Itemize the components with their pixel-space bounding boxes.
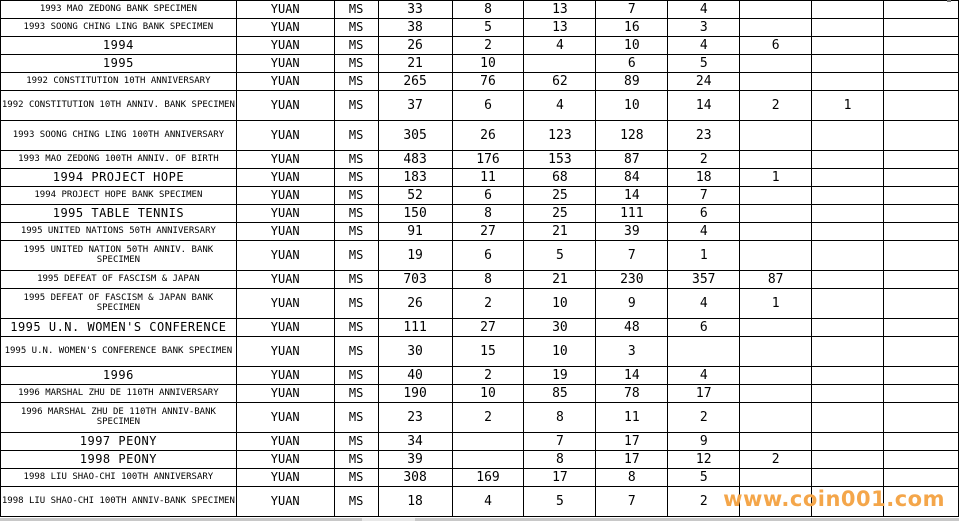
grade-cell: MS [334, 73, 378, 91]
count-cell-6 [740, 55, 812, 73]
count-cell-4: 87 [596, 151, 668, 169]
count-cell-4: 8 [596, 469, 668, 487]
currency-cell: YUAN [236, 451, 334, 469]
count-cell-7 [812, 271, 884, 289]
empty-cell [884, 403, 959, 433]
count-cell-6 [740, 403, 812, 433]
currency-cell: YUAN [236, 271, 334, 289]
coin-name-cell: 1996 [1, 367, 237, 385]
currency-cell: YUAN [236, 187, 334, 205]
table-row [1, 451, 959, 469]
count-cell-1: 40 [378, 367, 452, 385]
count-cell-5: 24 [668, 73, 740, 91]
count-cell-5: 6 [668, 319, 740, 337]
count-cell-4: 10 [596, 37, 668, 55]
empty-cell [884, 73, 959, 91]
count-cell-7 [812, 289, 884, 319]
count-cell-3: 5 [524, 241, 596, 271]
table-row [1, 91, 959, 121]
count-cell-2: 10 [452, 385, 524, 403]
coin-name-cell: 1995 U.N. WOMEN'S CONFERENCE BANK SPECIMEN [1, 337, 237, 367]
grade-cell: MS [334, 91, 378, 121]
coin-name-cell: 1993 SOONG CHING LING 100TH ANNIVERSARY [1, 121, 237, 151]
count-cell-5: 3 [668, 19, 740, 37]
count-cell-2: 27 [452, 223, 524, 241]
count-cell-1: 308 [378, 469, 452, 487]
count-cell-3: 8 [524, 403, 596, 433]
count-cell-4: 17 [596, 451, 668, 469]
count-cell-6: 2 [740, 91, 812, 121]
count-cell-1: 91 [378, 223, 452, 241]
count-cell-6 [740, 241, 812, 271]
count-cell-7 [812, 433, 884, 451]
currency-cell: YUAN [236, 55, 334, 73]
coin-name-cell: 1995 DEFEAT OF FASCISM & JAPAN [1, 271, 237, 289]
count-cell-5: 12 [668, 451, 740, 469]
grade-cell: MS [334, 433, 378, 451]
count-cell-3: 5 [524, 487, 596, 517]
currency-cell: YUAN [236, 367, 334, 385]
count-cell-7 [812, 121, 884, 151]
table-row [1, 205, 959, 223]
count-cell-4: 10 [596, 91, 668, 121]
count-cell-2: 2 [452, 403, 524, 433]
count-cell-1: 305 [378, 121, 452, 151]
count-cell-7 [812, 187, 884, 205]
currency-cell: YUAN [236, 403, 334, 433]
count-cell-1: 111 [378, 319, 452, 337]
count-cell-2: 76 [452, 73, 524, 91]
count-cell-2: 4 [452, 487, 524, 517]
count-cell-3: 10 [524, 289, 596, 319]
grade-cell: MS [334, 451, 378, 469]
coin-name-cell: 1995 DEFEAT OF FASCISM & JAPAN BANK SPECIMEN [1, 289, 237, 319]
count-cell-5: 14 [668, 91, 740, 121]
count-cell-5: 18 [668, 169, 740, 187]
empty-cell [884, 37, 959, 55]
count-cell-1: 38 [378, 19, 452, 37]
currency-cell: YUAN [236, 19, 334, 37]
count-cell-5: 357 [668, 271, 740, 289]
table-row [1, 367, 959, 385]
table-row [1, 1, 959, 19]
count-cell-5: 5 [668, 55, 740, 73]
count-cell-5: 4 [668, 289, 740, 319]
coin-name-cell: 1995 [1, 55, 237, 73]
count-cell-3: 25 [524, 205, 596, 223]
count-cell-3: 68 [524, 169, 596, 187]
count-cell-1: 33 [378, 1, 452, 19]
count-cell-7 [812, 367, 884, 385]
count-cell-2: 2 [452, 289, 524, 319]
grade-cell: MS [334, 169, 378, 187]
currency-cell: YUAN [236, 121, 334, 151]
coin-name-cell: 1996 MARSHAL ZHU DE 110TH ANNIV-BANK SPECIMEN [1, 403, 237, 433]
grade-cell: MS [334, 151, 378, 169]
count-cell-3: 8 [524, 451, 596, 469]
count-cell-5: 2 [668, 151, 740, 169]
count-cell-1: 30 [378, 337, 452, 367]
count-cell-1: 190 [378, 385, 452, 403]
table-row [1, 55, 959, 73]
currency-cell: YUAN [236, 91, 334, 121]
table-row [1, 337, 959, 367]
count-cell-1: 34 [378, 433, 452, 451]
count-cell-7 [812, 451, 884, 469]
count-cell-2: 176 [452, 151, 524, 169]
table-row [1, 403, 959, 433]
table-body [1, 1, 959, 517]
grade-cell: MS [334, 1, 378, 19]
coin-name-cell: 1994 [1, 37, 237, 55]
count-cell-6 [740, 73, 812, 91]
count-cell-6: 6 [740, 37, 812, 55]
count-cell-5: 2 [668, 487, 740, 517]
count-cell-4: 7 [596, 241, 668, 271]
count-cell-3: 123 [524, 121, 596, 151]
table-row [1, 241, 959, 271]
count-cell-3: 30 [524, 319, 596, 337]
count-cell-6 [740, 337, 812, 367]
count-cell-3: 17 [524, 469, 596, 487]
table-row [1, 223, 959, 241]
count-cell-1: 265 [378, 73, 452, 91]
empty-cell [884, 385, 959, 403]
grade-cell: MS [334, 469, 378, 487]
count-cell-1: 703 [378, 271, 452, 289]
count-cell-3 [524, 55, 596, 73]
currency-cell: YUAN [236, 337, 334, 367]
grade-cell: MS [334, 403, 378, 433]
empty-cell [884, 151, 959, 169]
count-cell-4: 111 [596, 205, 668, 223]
count-cell-1: 37 [378, 91, 452, 121]
grade-cell: MS [334, 37, 378, 55]
count-cell-3: 4 [524, 91, 596, 121]
count-cell-4: 78 [596, 385, 668, 403]
count-cell-3: 21 [524, 271, 596, 289]
count-cell-4: 84 [596, 169, 668, 187]
grade-cell: MS [334, 223, 378, 241]
coin-name-cell: 1998 PEONY [1, 451, 237, 469]
count-cell-5: 9 [668, 433, 740, 451]
count-cell-2: 15 [452, 337, 524, 367]
table-row [1, 289, 959, 319]
coin-name-cell: 1994 PROJECT HOPE [1, 169, 237, 187]
count-cell-4: 6 [596, 55, 668, 73]
count-cell-7: 1 [812, 91, 884, 121]
table-row [1, 121, 959, 151]
count-cell-4: 9 [596, 289, 668, 319]
empty-cell [884, 241, 959, 271]
count-cell-3: 4 [524, 37, 596, 55]
count-cell-4: 3 [596, 337, 668, 367]
grade-cell: MS [334, 487, 378, 517]
count-cell-6 [740, 367, 812, 385]
currency-cell: YUAN [236, 289, 334, 319]
count-cell-3: 13 [524, 1, 596, 19]
table-row [1, 169, 959, 187]
count-cell-7 [812, 1, 884, 19]
table-row [1, 37, 959, 55]
coin-name-cell: 1993 MAO ZEDONG 100TH ANNIV. OF BIRTH [1, 151, 237, 169]
count-cell-2: 2 [452, 37, 524, 55]
count-cell-1: 150 [378, 205, 452, 223]
count-cell-6 [740, 1, 812, 19]
count-cell-5: 7 [668, 187, 740, 205]
currency-cell: YUAN [236, 169, 334, 187]
count-cell-5: 4 [668, 1, 740, 19]
count-cell-4: 17 [596, 433, 668, 451]
count-cell-2: 8 [452, 1, 524, 19]
grade-cell: MS [334, 121, 378, 151]
empty-cell [884, 367, 959, 385]
currency-cell: YUAN [236, 433, 334, 451]
currency-cell: YUAN [236, 223, 334, 241]
count-cell-5: 4 [668, 367, 740, 385]
count-cell-7 [812, 469, 884, 487]
count-cell-7 [812, 205, 884, 223]
count-cell-6 [740, 19, 812, 37]
empty-cell [884, 1, 959, 19]
count-cell-3: 19 [524, 367, 596, 385]
count-cell-3: 62 [524, 73, 596, 91]
count-cell-3: 21 [524, 223, 596, 241]
count-cell-2: 6 [452, 241, 524, 271]
count-cell-1: 483 [378, 151, 452, 169]
count-cell-2: 169 [452, 469, 524, 487]
grade-cell: MS [334, 385, 378, 403]
grade-cell: MS [334, 19, 378, 37]
count-cell-2: 6 [452, 187, 524, 205]
coin-name-cell: 1993 MAO ZEDONG BANK SPECIMEN [1, 1, 237, 19]
currency-cell: YUAN [236, 241, 334, 271]
count-cell-6 [740, 205, 812, 223]
count-cell-4: 89 [596, 73, 668, 91]
count-cell-3: 7 [524, 433, 596, 451]
count-cell-3: 13 [524, 19, 596, 37]
count-cell-6 [740, 469, 812, 487]
count-cell-1: 19 [378, 241, 452, 271]
empty-cell [884, 469, 959, 487]
count-cell-5: 5 [668, 469, 740, 487]
coin-name-cell: 1992 CONSTITUTION 10TH ANNIV. BANK SPECIMEN [1, 91, 237, 121]
empty-cell [884, 55, 959, 73]
count-cell-4: 230 [596, 271, 668, 289]
site-watermark: www.coin001.com [723, 487, 945, 511]
count-cell-1: 18 [378, 487, 452, 517]
count-cell-6 [740, 121, 812, 151]
count-cell-7 [812, 19, 884, 37]
currency-cell: YUAN [236, 385, 334, 403]
count-cell-4: 14 [596, 367, 668, 385]
currency-cell: YUAN [236, 469, 334, 487]
empty-cell [884, 19, 959, 37]
count-cell-7 [812, 403, 884, 433]
coin-name-cell: 1994 PROJECT HOPE BANK SPECIMEN [1, 187, 237, 205]
empty-cell [884, 433, 959, 451]
count-cell-5: 23 [668, 121, 740, 151]
currency-cell: YUAN [236, 73, 334, 91]
count-cell-6 [740, 223, 812, 241]
count-cell-2: 2 [452, 367, 524, 385]
count-cell-5: 17 [668, 385, 740, 403]
count-cell-3: 25 [524, 187, 596, 205]
grade-cell: MS [334, 187, 378, 205]
table-row [1, 187, 959, 205]
table-row [1, 469, 959, 487]
count-cell-6: 2 [740, 451, 812, 469]
count-cell-7 [812, 319, 884, 337]
table-row [1, 385, 959, 403]
count-cell-1: 26 [378, 289, 452, 319]
empty-cell [884, 169, 959, 187]
count-cell-5: 6 [668, 205, 740, 223]
coin-name-cell: 1998 LIU SHAO-CHI 100TH ANNIVERSARY [1, 469, 237, 487]
coin-name-cell: 1996 MARSHAL ZHU DE 110TH ANNIVERSARY [1, 385, 237, 403]
count-cell-2: 27 [452, 319, 524, 337]
coin-name-cell: 1997 PEONY [1, 433, 237, 451]
count-cell-4: 7 [596, 487, 668, 517]
table-row [1, 19, 959, 37]
count-cell-6 [740, 151, 812, 169]
count-cell-6: 87 [740, 271, 812, 289]
coin-name-cell: 1995 UNITED NATIONS 50TH ANNIVERSARY [1, 223, 237, 241]
coin-name-cell: 1995 UNITED NATION 50TH ANNIV. BANK SPECIMEN [1, 241, 237, 271]
grade-cell: MS [334, 271, 378, 289]
grade-cell: MS [334, 289, 378, 319]
count-cell-6: 1 [740, 289, 812, 319]
count-cell-2 [452, 451, 524, 469]
table-row [1, 151, 959, 169]
empty-cell [884, 289, 959, 319]
count-cell-4: 16 [596, 19, 668, 37]
count-cell-7 [812, 73, 884, 91]
empty-cell [884, 451, 959, 469]
empty-cell [884, 205, 959, 223]
count-cell-4: 11 [596, 403, 668, 433]
corner-marker [947, 0, 951, 2]
count-cell-4: 14 [596, 187, 668, 205]
count-cell-7 [812, 37, 884, 55]
count-cell-2: 10 [452, 55, 524, 73]
coin-name-cell: 1998 LIU SHAO-CHI 100TH ANNIV-BANK SPECIMEN [1, 487, 237, 517]
empty-cell [884, 223, 959, 241]
count-cell-1: 183 [378, 169, 452, 187]
count-cell-7 [812, 337, 884, 367]
count-cell-1: 21 [378, 55, 452, 73]
count-cell-7 [812, 223, 884, 241]
count-cell-6 [740, 385, 812, 403]
grade-cell: MS [334, 55, 378, 73]
count-cell-3: 153 [524, 151, 596, 169]
count-cell-2: 8 [452, 205, 524, 223]
count-cell-5 [668, 337, 740, 367]
count-cell-2: 26 [452, 121, 524, 151]
count-cell-5: 4 [668, 223, 740, 241]
count-cell-3: 10 [524, 337, 596, 367]
count-cell-2: 5 [452, 19, 524, 37]
table-row [1, 73, 959, 91]
table-row [1, 271, 959, 289]
empty-cell [884, 271, 959, 289]
count-cell-2 [452, 433, 524, 451]
count-cell-2: 11 [452, 169, 524, 187]
count-cell-5: 2 [668, 403, 740, 433]
grade-cell: MS [334, 367, 378, 385]
coin-name-cell: 1995 U.N. WOMEN'S CONFERENCE [1, 319, 237, 337]
count-cell-1: 23 [378, 403, 452, 433]
count-cell-6 [740, 319, 812, 337]
count-cell-4: 48 [596, 319, 668, 337]
grade-cell: MS [334, 205, 378, 223]
currency-cell: YUAN [236, 487, 334, 517]
count-cell-7 [812, 55, 884, 73]
count-cell-7 [812, 151, 884, 169]
grade-cell: MS [334, 241, 378, 271]
currency-cell: YUAN [236, 1, 334, 19]
count-cell-1: 52 [378, 187, 452, 205]
currency-cell: YUAN [236, 319, 334, 337]
table-row [1, 319, 959, 337]
empty-cell [884, 187, 959, 205]
count-cell-2: 6 [452, 91, 524, 121]
empty-cell [884, 121, 959, 151]
count-cell-4: 128 [596, 121, 668, 151]
count-cell-4: 7 [596, 1, 668, 19]
count-cell-6 [740, 433, 812, 451]
count-cell-7 [812, 241, 884, 271]
table-row [1, 433, 959, 451]
count-cell-3: 85 [524, 385, 596, 403]
coin-name-cell: 1992 CONSTITUTION 10TH ANNIVERSARY [1, 73, 237, 91]
currency-cell: YUAN [236, 37, 334, 55]
count-cell-4: 39 [596, 223, 668, 241]
count-cell-5: 4 [668, 37, 740, 55]
count-cell-2: 8 [452, 271, 524, 289]
count-cell-6 [740, 187, 812, 205]
count-cell-7 [812, 385, 884, 403]
empty-cell [884, 337, 959, 367]
count-cell-1: 26 [378, 37, 452, 55]
coin-name-cell: 1993 SOONG CHING LING BANK SPECIMEN [1, 19, 237, 37]
coin-name-cell: 1995 TABLE TENNIS [1, 205, 237, 223]
empty-cell [884, 319, 959, 337]
count-cell-1: 39 [378, 451, 452, 469]
currency-cell: YUAN [236, 205, 334, 223]
count-cell-7 [812, 169, 884, 187]
grade-cell: MS [334, 337, 378, 367]
currency-cell: YUAN [236, 151, 334, 169]
grade-cell: MS [334, 319, 378, 337]
count-cell-6: 1 [740, 169, 812, 187]
empty-cell [884, 91, 959, 121]
count-cell-5: 1 [668, 241, 740, 271]
